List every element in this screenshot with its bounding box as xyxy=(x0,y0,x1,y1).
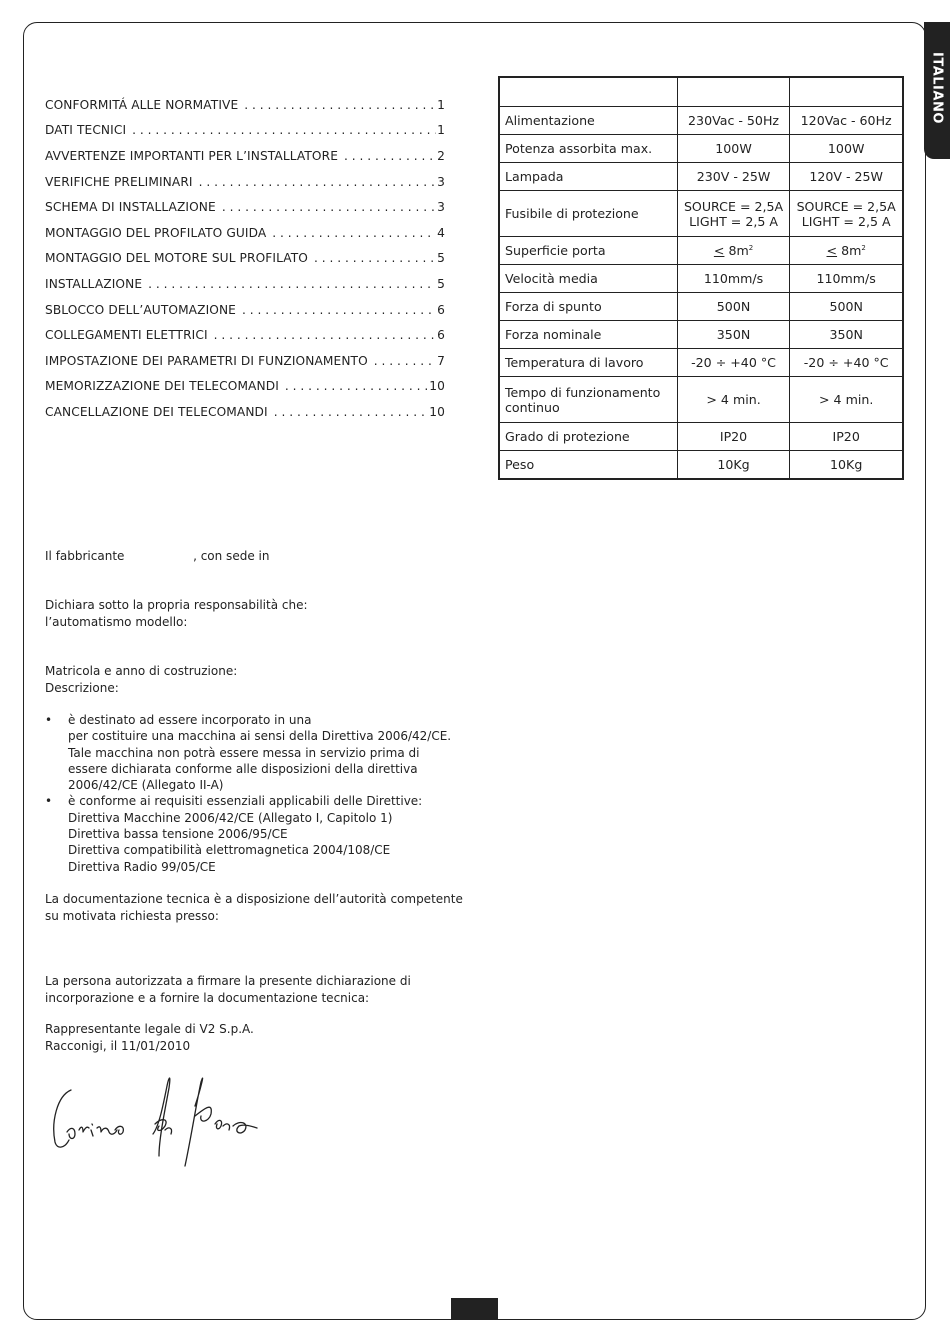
table-row xyxy=(499,191,903,237)
value-120v: -20 ÷ +40 °C xyxy=(790,349,903,377)
language-tab xyxy=(924,22,950,159)
table-header-row xyxy=(499,77,903,107)
value-120v xyxy=(790,237,903,265)
manufacturer-text: Il fabbricante , con sede in xyxy=(45,549,270,563)
toc-page: 5 xyxy=(437,276,445,291)
table-row xyxy=(499,423,903,451)
toc-leader xyxy=(199,175,437,189)
auth-line: incorporazione e a fornire la documentazione tecnica: xyxy=(45,990,370,1005)
less-equal-symbol: < xyxy=(713,243,725,258)
bullet-line: Direttiva Macchine 2006/42/CE (Allegato I, Capitolo 1) xyxy=(68,810,393,825)
row-label: Lampada xyxy=(499,163,677,191)
toc-title: MEMORIZZAZIONE DEI TELECOMANDI xyxy=(45,379,279,394)
toc-page: 6 xyxy=(437,302,445,317)
description-line: Descrizione: xyxy=(45,680,119,695)
value-120v: > 4 min. xyxy=(790,377,903,423)
toc-leader xyxy=(148,277,436,291)
toc-title: COLLEGAMENTI ELETTRICI xyxy=(45,328,208,343)
row-label: Alimentazione xyxy=(499,107,677,135)
superscript: 2 xyxy=(861,243,866,252)
place-date-line: Racconigi, il 11/01/2010 xyxy=(45,1038,191,1053)
toc-leader xyxy=(242,303,436,317)
header-cell xyxy=(677,77,790,107)
toc-page: 7 xyxy=(437,353,445,368)
surface-value: 8m xyxy=(837,243,862,258)
declares-line: Dichiara sotto la propria responsabilità che: xyxy=(45,598,308,612)
value-120v: 10Kg xyxy=(790,451,903,480)
value-230v: -20 ÷ +40 °C xyxy=(677,349,790,377)
header-cell xyxy=(499,77,677,107)
value-120v: 500N xyxy=(790,293,903,321)
value-120v xyxy=(790,191,903,237)
compliance-list xyxy=(45,712,465,875)
value-120v: 120V - 25W xyxy=(790,163,903,191)
bullet-text xyxy=(68,712,451,793)
toc-title: MONTAGGIO DEL MOTORE SUL PROFILATO xyxy=(45,251,308,266)
docs-line: La documentazione tecnica è a disposizione dell’autorità competente xyxy=(45,892,463,906)
value-230v: 350N xyxy=(677,321,790,349)
bullet-line: essere dichiarata conforme alle disposizioni della direttiva xyxy=(68,761,418,776)
representative-block xyxy=(45,1021,465,1054)
table-of-contents xyxy=(45,92,445,425)
table-row xyxy=(499,237,903,265)
bullet-line: Tale macchina non potrà essere messa in servizio prima di xyxy=(68,745,420,760)
value-230v: 100W xyxy=(677,135,790,163)
row-label: Superficie porta xyxy=(499,237,677,265)
list-item xyxy=(45,793,465,874)
toc-title: INSTALLAZIONE xyxy=(45,276,143,291)
toc-page: 3 xyxy=(437,174,445,189)
bullet-line: è conforme ai requisiti essenziali applicabili delle Direttive: xyxy=(68,794,423,809)
toc-item[interactable] xyxy=(45,143,445,169)
row-label: Forza di spunto xyxy=(499,293,677,321)
row-label: Potenza assorbita max. xyxy=(499,135,677,163)
table-row xyxy=(499,349,903,377)
toc-title: CONFORMITÁ ALLE NORMATIVE xyxy=(45,97,239,112)
value-230v: 230Vac - 50Hz xyxy=(677,107,790,135)
fuse-source: SOURCE = 2,5A xyxy=(796,198,896,214)
list-item xyxy=(45,712,465,793)
table-row xyxy=(499,107,903,135)
value-230v xyxy=(677,191,790,237)
toc-page: 3 xyxy=(437,200,445,215)
toc-item[interactable] xyxy=(45,348,445,374)
serial-line: Matricola e anno di costruzione: xyxy=(45,664,238,678)
page-number-box xyxy=(451,1298,498,1320)
documentation-note xyxy=(45,891,465,924)
value-230v: 110mm/s xyxy=(677,265,790,293)
representative-line: Rappresentante legale di V2 S.p.A. xyxy=(45,1022,254,1036)
table-row xyxy=(499,377,903,423)
bullet-line: Direttiva Radio 99/05/CE xyxy=(68,859,216,874)
superscript: 2 xyxy=(748,243,754,252)
toc-item[interactable] xyxy=(45,118,445,144)
toc-leader xyxy=(374,354,436,368)
less-equal-symbol: < xyxy=(826,243,838,258)
row-label: Fusibile di protezione xyxy=(499,191,677,237)
toc-title: CANCELLAZIONE DEI TELECOMANDI xyxy=(45,404,268,419)
row-label: Temperatura di lavoro xyxy=(499,349,677,377)
value-230v: IP20 xyxy=(677,423,790,451)
bullet-icon: • xyxy=(45,794,53,809)
model-line: l’automatismo modello: xyxy=(45,614,188,629)
row-label: Peso xyxy=(499,451,677,480)
toc-page: 4 xyxy=(437,225,445,240)
toc-item[interactable] xyxy=(45,169,445,195)
surface-value: 8m xyxy=(724,243,749,258)
toc-leader xyxy=(244,98,436,112)
table-row xyxy=(499,163,903,191)
manufacturer-line xyxy=(45,548,465,565)
table-row xyxy=(499,135,903,163)
table-row xyxy=(499,293,903,321)
serial-description xyxy=(45,663,465,696)
value-120v: 350N xyxy=(790,321,903,349)
row-label: Velocità media xyxy=(499,265,677,293)
fuse-light: LIGHT = 2,5 A xyxy=(801,213,891,229)
toc-item[interactable] xyxy=(45,246,445,272)
value-230v: 10Kg xyxy=(677,451,790,480)
toc-title: VERIFICHE PRELIMINARI xyxy=(45,174,193,189)
toc-page: 1 xyxy=(437,97,445,112)
toc-leader xyxy=(214,328,436,342)
toc-title: DATI TECNICI xyxy=(45,123,127,138)
header-cell xyxy=(790,77,903,107)
toc-item[interactable] xyxy=(45,399,445,425)
toc-leader xyxy=(344,149,436,163)
value-230v: 230V - 25W xyxy=(677,163,790,191)
toc-leader xyxy=(272,226,436,240)
language-tab-label: ITALIANO xyxy=(929,52,945,124)
table-row xyxy=(499,451,903,480)
value-120v: 110mm/s xyxy=(790,265,903,293)
toc-title: MONTAGGIO DEL PROFILATO GUIDA xyxy=(45,225,267,240)
toc-title: SCHEMA DI INSTALLAZIONE xyxy=(45,200,216,215)
toc-leader xyxy=(274,405,429,419)
toc-leader xyxy=(132,123,436,137)
bullet-line: è destinato ad essere incorporato in una xyxy=(68,713,312,727)
toc-page: 10 xyxy=(429,404,445,419)
toc-title: IMPOSTAZIONE DEI PARAMETRI DI FUNZIONAMENTO xyxy=(45,353,368,368)
toc-title: SBLOCCO DELL’AUTOMAZIONE xyxy=(45,302,236,317)
row-label: Forza nominale xyxy=(499,321,677,349)
table-row xyxy=(499,265,903,293)
bullet-line: Direttiva compatibilità elettromagnetica 2004/108/CE xyxy=(68,843,391,858)
row-label: Grado di protezione xyxy=(499,423,677,451)
bullet-text xyxy=(68,793,422,874)
value-120v: 100W xyxy=(790,135,903,163)
table-row xyxy=(499,321,903,349)
bullet-line: per costituire una macchina ai sensi della Direttiva 2006/42/CE. xyxy=(68,729,452,744)
toc-leader xyxy=(285,379,428,393)
bullet-line: Direttiva bassa tensione 2006/95/CE xyxy=(68,827,288,842)
toc-item[interactable] xyxy=(45,374,445,400)
toc-title: AVVERTENZE IMPORTANTI PER L’INSTALLATORE xyxy=(45,148,338,163)
toc-page: 2 xyxy=(437,148,445,163)
technical-data-table xyxy=(498,76,904,480)
toc-item[interactable] xyxy=(45,92,445,118)
docs-line: su motivata richiesta presso: xyxy=(45,908,219,923)
authorized-person-note xyxy=(45,973,465,1006)
bullet-icon: • xyxy=(45,713,53,727)
toc-item[interactable] xyxy=(45,322,445,348)
declaration-statement xyxy=(45,597,465,630)
value-230v xyxy=(677,237,790,265)
value-120v: 120Vac - 60Hz xyxy=(790,107,903,135)
toc-leader xyxy=(314,251,436,265)
toc-page: 5 xyxy=(437,251,445,266)
fuse-source: SOURCE = 2,5A xyxy=(683,198,784,214)
value-230v: > 4 min. xyxy=(677,377,790,423)
toc-page: 1 xyxy=(437,123,445,138)
toc-item[interactable] xyxy=(45,297,445,323)
toc-item[interactable] xyxy=(45,220,445,246)
bullet-line: 2006/42/CE (Allegato II-A) xyxy=(68,778,224,793)
fuse-light: LIGHT = 2,5 A xyxy=(689,213,778,229)
value-120v: IP20 xyxy=(790,423,903,451)
value-230v: 500N xyxy=(677,293,790,321)
toc-page: 6 xyxy=(437,328,445,343)
toc-item[interactable] xyxy=(45,271,445,297)
toc-item[interactable] xyxy=(45,194,445,220)
signature-image xyxy=(45,1066,275,1172)
auth-line: La persona autorizzata a firmare la presente dichiarazione di xyxy=(45,974,411,988)
row-label: Tempo di funzionamento continuo xyxy=(499,377,677,423)
toc-leader xyxy=(222,200,436,214)
toc-page: 10 xyxy=(429,379,445,394)
